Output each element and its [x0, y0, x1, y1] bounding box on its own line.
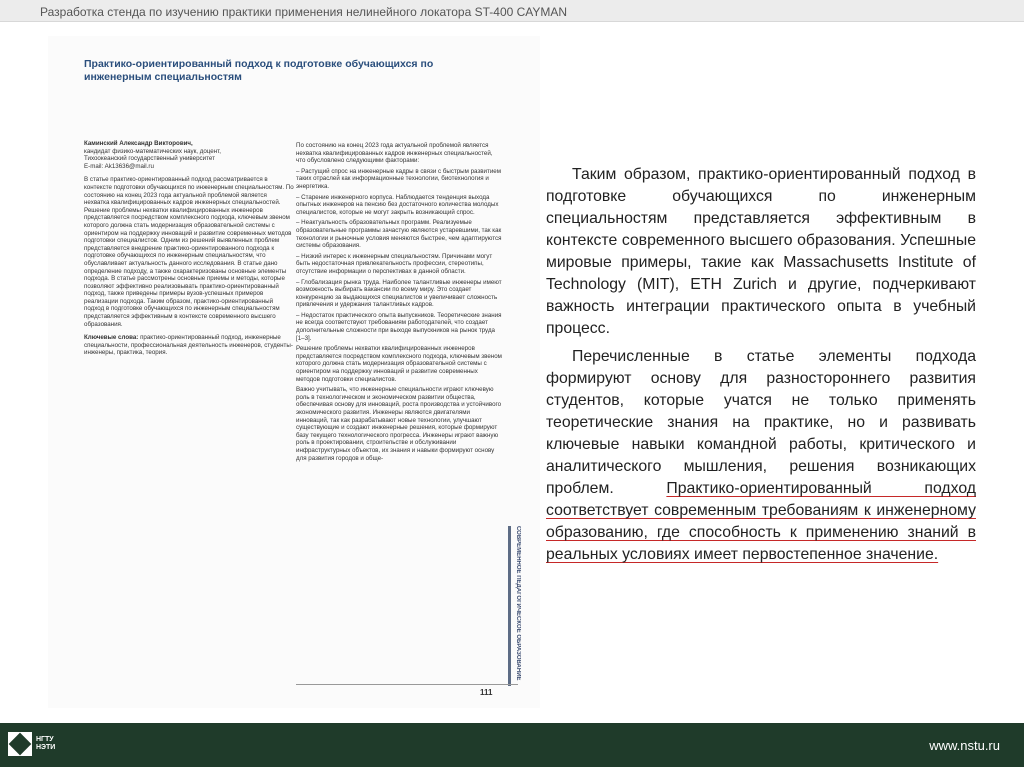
article-paragraph: – Недостаток практического опыта выпускников. Теоретические знания не всегда соответствуют требованиям работодателей, что создает дополнительные сложности при выходе выпускников на рынок труда [1–3]. [296, 311, 502, 342]
article-paragraph: Решение проблемы нехватки квалифицированных инженеров представляется посредством комплексного подхода, ключевым звеном которого должна стать модернизация образовательной системы с ориентиром на поддержку инноваций и развитие современных методов подготовки специалистов. [296, 345, 502, 383]
keywords-label: Ключевые слова: [84, 334, 139, 342]
article-paragraph: – Неактуальность образовательных программ. Реализуемые образовательные программы зачастую являются устаревшими, так как технологии и рыночные условия меняются быстрее, чем адаптируются системы образования. [296, 219, 502, 250]
author-degree: кандидат физико-математических наук, доцент, [84, 147, 221, 155]
article-paragraph: – Глобализация рынка труда. Наиболее талантливые инженеры имеют возможность выбирать вакансии по всему миру. Это создает конкуренцию за выдающихся специалистов и увеличивает сложность привлечения и удержания талантливых кадров. [296, 278, 502, 309]
excerpt-paragraph-1: Таким образом, практико-ориентированный подход в подготовке обучающихся по инженерным специальностям представляется эффективным в контексте современного высшего образования. Успешные мировые примеры, такие как Massachusetts Institute of Technology (MIT), ETH Zurich и другие, подчеркивают важность интеграции практического опыта в учебный процесс. [546, 166, 976, 337]
article-paragraph: По состоянию на конец 2023 года актуальной проблемой является нехватка квалифицированных кадров инженерных специальностей, что обусловлено следующими факторами: [296, 142, 493, 165]
header-bar [0, 0, 1024, 22]
keywords-text: практико-ориентированный подход, инженерные специальности, профессиональная деятельность инженеров, студенты-инженеры, практика, теория. [84, 334, 293, 357]
page-number: 111 [480, 688, 493, 697]
footer-bar [0, 723, 1024, 767]
article-paragraph: – Низкий интерес к инженерным специальностям. Причинами могут быть недостаточная привлекательность профессии, стереотипы, отсутствие информации о перспективах в данной области. [296, 252, 493, 275]
author-name: Каминский Александр Викторович, [84, 140, 193, 147]
article-scan [48, 36, 540, 708]
excerpt-text: Перечисленные в статье элементы подхода формируют основу для разностороннего развития студентов, которые учатся не только применять теоретические знания на практике, но и развивать ключевые навыки командной работы, критического и аналитического мышления, решения возникающих проблем. [546, 348, 976, 497]
article-right-column [296, 142, 502, 465]
author-organization: Тихоокеанский государственный университет [84, 155, 215, 163]
excerpt-paragraph-2 [546, 346, 976, 566]
highlighted-text: Практико-ориентированный подход соответствует современным требованиям к инженерному образованию, где способность к применению знаний в реальных условиях имеет первостепенное значение. [546, 480, 977, 563]
article-paragraph: – Растущий спрос на инженерные кадры в связи с быстрым развитием таких отраслей как информационные технологии, биотехнология и энергетика. [296, 167, 501, 190]
article-title: Практико-ориентированный подход к подготовке обучающихся по инженерным специальностям [84, 58, 434, 83]
logo-line-2: НЭТИ [36, 744, 56, 751]
article-paragraph: – Старение инженерного корпуса. Наблюдается тенденция выхода опытных инженеров на пенсию без достаточного количества молодых специалистов, которые не могут закрыть возникающий спрос. [296, 193, 499, 216]
website-link[interactable]: www.nstu.ru [929, 738, 1000, 753]
journal-side-label: СОВРЕМЕННОЕ ПЕДАГОГИЧЕСКОЕ ОБРАЗОВАНИЕ [515, 526, 521, 681]
article-left-column [84, 140, 294, 363]
side-divider [508, 526, 511, 686]
nstu-logo-icon [8, 732, 32, 756]
article-abstract: В статье практико-ориентированный подход рассматривается в контексте подготовки обучающихся по инженерным специальностям. По состоянию на конец 2023 года актуальной проблемой является нехватка квалифицированных кадров инженерных специальностей. Решение проблемы нехватки квалифицированных инженеров представляется посредством комплексного подхода, ключевым звеном которого должна стать модернизация образовательной системы с ориентиром на поддержку инноваций и развитие современных методов подготовки специалистов. Одним из решений выявленных проблем представляется внедрение практико-ориентированного подхода к подготовке обучающихся по инженерным специальностям, что обуславливает актуальность данного исследования. В статье дано определение подходу, а также охарактеризованы основные элементы подхода. В статье рассмотрены основные приемы и методы, которые позволяют эффективно реализовывать практико-ориентированный подход, также приведены примеры вузов-успешных примеров реализации подхода. Таким образом, практико-ориентированный подход в подготовке обучающихся по инженерным специальностям представляется эффективным в контексте современного высшего образования. [84, 176, 294, 328]
logo-line-1: НГТУ [36, 736, 54, 743]
zoomed-excerpt [546, 164, 976, 566]
author-email: E-mail: Ak13636@mail.ru [84, 162, 154, 170]
page-divider [296, 684, 518, 685]
slide-title: Разработка стенда по изучению практики применения нелинейного локатора ST-400 CAYMAN [40, 5, 568, 19]
article-paragraph: Важно учитывать, что инженерные специальности играют ключевую роль в технологическом и экономическом развитии общества, обеспечивая основу для инноваций, роста производства и устойчивого экономического развития. Инженеры являются двигателями инноваций, так как разрабатывают новые технологии, улучшают существующие и создают инженерные решения, которые формируют базу текущего технологического прогресса. Инженеры играют важную роль в проектировании, строительстве и обслуживании инфраструктурных объектов, их знания и навыки формируют основу для развития городов и обще- [296, 386, 502, 462]
logo-text [36, 736, 55, 752]
article-keywords [84, 334, 294, 357]
